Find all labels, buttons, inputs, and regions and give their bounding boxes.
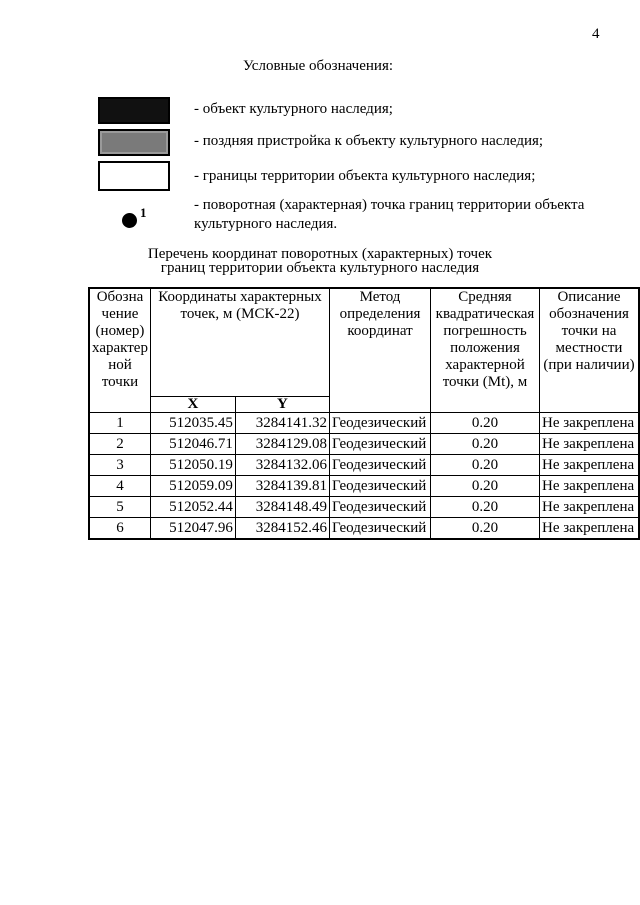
cell-point-number: 4 xyxy=(89,476,151,497)
table-row xyxy=(89,455,639,476)
cell-x: 512035.45 xyxy=(151,413,236,434)
cell-description: Не закреплена xyxy=(540,413,640,434)
header-point-number: Обозна чение (номер) характер ной точки xyxy=(89,288,151,413)
cell-error: 0.20 xyxy=(431,413,540,434)
legend-item-label: - границы территории объекта культурного наследия; xyxy=(194,168,536,184)
cell-error: 0.20 xyxy=(431,455,540,476)
legend-item-late-extension xyxy=(98,129,544,156)
cell-description: Не закреплена xyxy=(540,476,640,497)
legend-item-turning-point-line1: - поворотная (характерная) точка границ территории объекта xyxy=(194,197,585,213)
table-row xyxy=(89,476,639,497)
cell-point-number: 6 xyxy=(89,518,151,540)
cell-x: 512050.19 xyxy=(151,455,236,476)
cell-method: Геодезический xyxy=(330,518,431,540)
legend-item-label: - объект культурного наследия; xyxy=(194,101,393,117)
list-title-line2: границ территории объекта культурного наследия xyxy=(160,260,480,276)
cell-method: Геодезический xyxy=(330,497,431,518)
cell-method: Геодезический xyxy=(330,434,431,455)
legend-title: Условные обозначения: xyxy=(242,58,394,74)
cell-description: Не закреплена xyxy=(540,434,640,455)
header-x: X xyxy=(151,397,236,413)
cell-y: 3284139.81 xyxy=(235,476,329,497)
legend-item-territory-boundary xyxy=(98,161,536,191)
cell-point-number: 3 xyxy=(89,455,151,476)
table-row xyxy=(89,413,639,434)
cell-x: 512052.44 xyxy=(151,497,236,518)
cell-y: 3284152.46 xyxy=(235,518,329,540)
cell-x: 512047.96 xyxy=(151,518,236,540)
turning-point-marker xyxy=(122,205,162,235)
heritage-object-swatch xyxy=(98,97,170,124)
territory-boundary-swatch xyxy=(98,161,170,191)
cell-description: Не закреплена xyxy=(540,455,640,476)
legend-item-label: - поздняя пристройка к объекту культурного наследия; xyxy=(194,133,544,149)
cell-y: 3284132.06 xyxy=(235,455,329,476)
header-error: Средняя квадратическая погрешность положения характерной точки (Mt), м xyxy=(431,288,540,413)
cell-error: 0.20 xyxy=(431,434,540,455)
table-row xyxy=(89,497,639,518)
cell-x: 512046.71 xyxy=(151,434,236,455)
header-coordinates: Координаты характерных точек, м (МСК-22) xyxy=(151,288,330,397)
cell-error: 0.20 xyxy=(431,476,540,497)
legend-item-turning-point-line2: культурного наследия. xyxy=(194,216,338,232)
cell-x: 512059.09 xyxy=(151,476,236,497)
cell-method: Геодезический xyxy=(330,413,431,434)
cell-point-number: 2 xyxy=(89,434,151,455)
cell-point-number: 5 xyxy=(89,497,151,518)
cell-error: 0.20 xyxy=(431,497,540,518)
page-number: 4 xyxy=(592,26,600,42)
header-description: Описание обозначения точки на местности (при наличии) xyxy=(540,288,640,413)
table-row xyxy=(89,434,639,455)
cell-description: Не закреплена xyxy=(540,518,640,540)
turning-point-dot-icon xyxy=(122,213,137,228)
coordinates-table xyxy=(88,287,640,540)
list-title-line1: Перечень координат поворотных (характерных) точек xyxy=(147,246,493,262)
legend-item-heritage-object xyxy=(98,97,393,124)
cell-method: Геодезический xyxy=(330,455,431,476)
turning-point-label: 1 xyxy=(140,205,147,220)
cell-point-number: 1 xyxy=(89,413,151,434)
cell-description: Не закреплена xyxy=(540,497,640,518)
table-row xyxy=(89,518,639,540)
cell-method: Геодезический xyxy=(330,476,431,497)
cell-y: 3284141.32 xyxy=(235,413,329,434)
header-method: Метод определения координат xyxy=(330,288,431,413)
cell-y: 3284129.08 xyxy=(235,434,329,455)
coordinates-list-title xyxy=(0,247,640,275)
cell-error: 0.20 xyxy=(431,518,540,540)
cell-y: 3284148.49 xyxy=(235,497,329,518)
late-extension-swatch xyxy=(98,129,170,156)
header-y: Y xyxy=(235,397,329,413)
